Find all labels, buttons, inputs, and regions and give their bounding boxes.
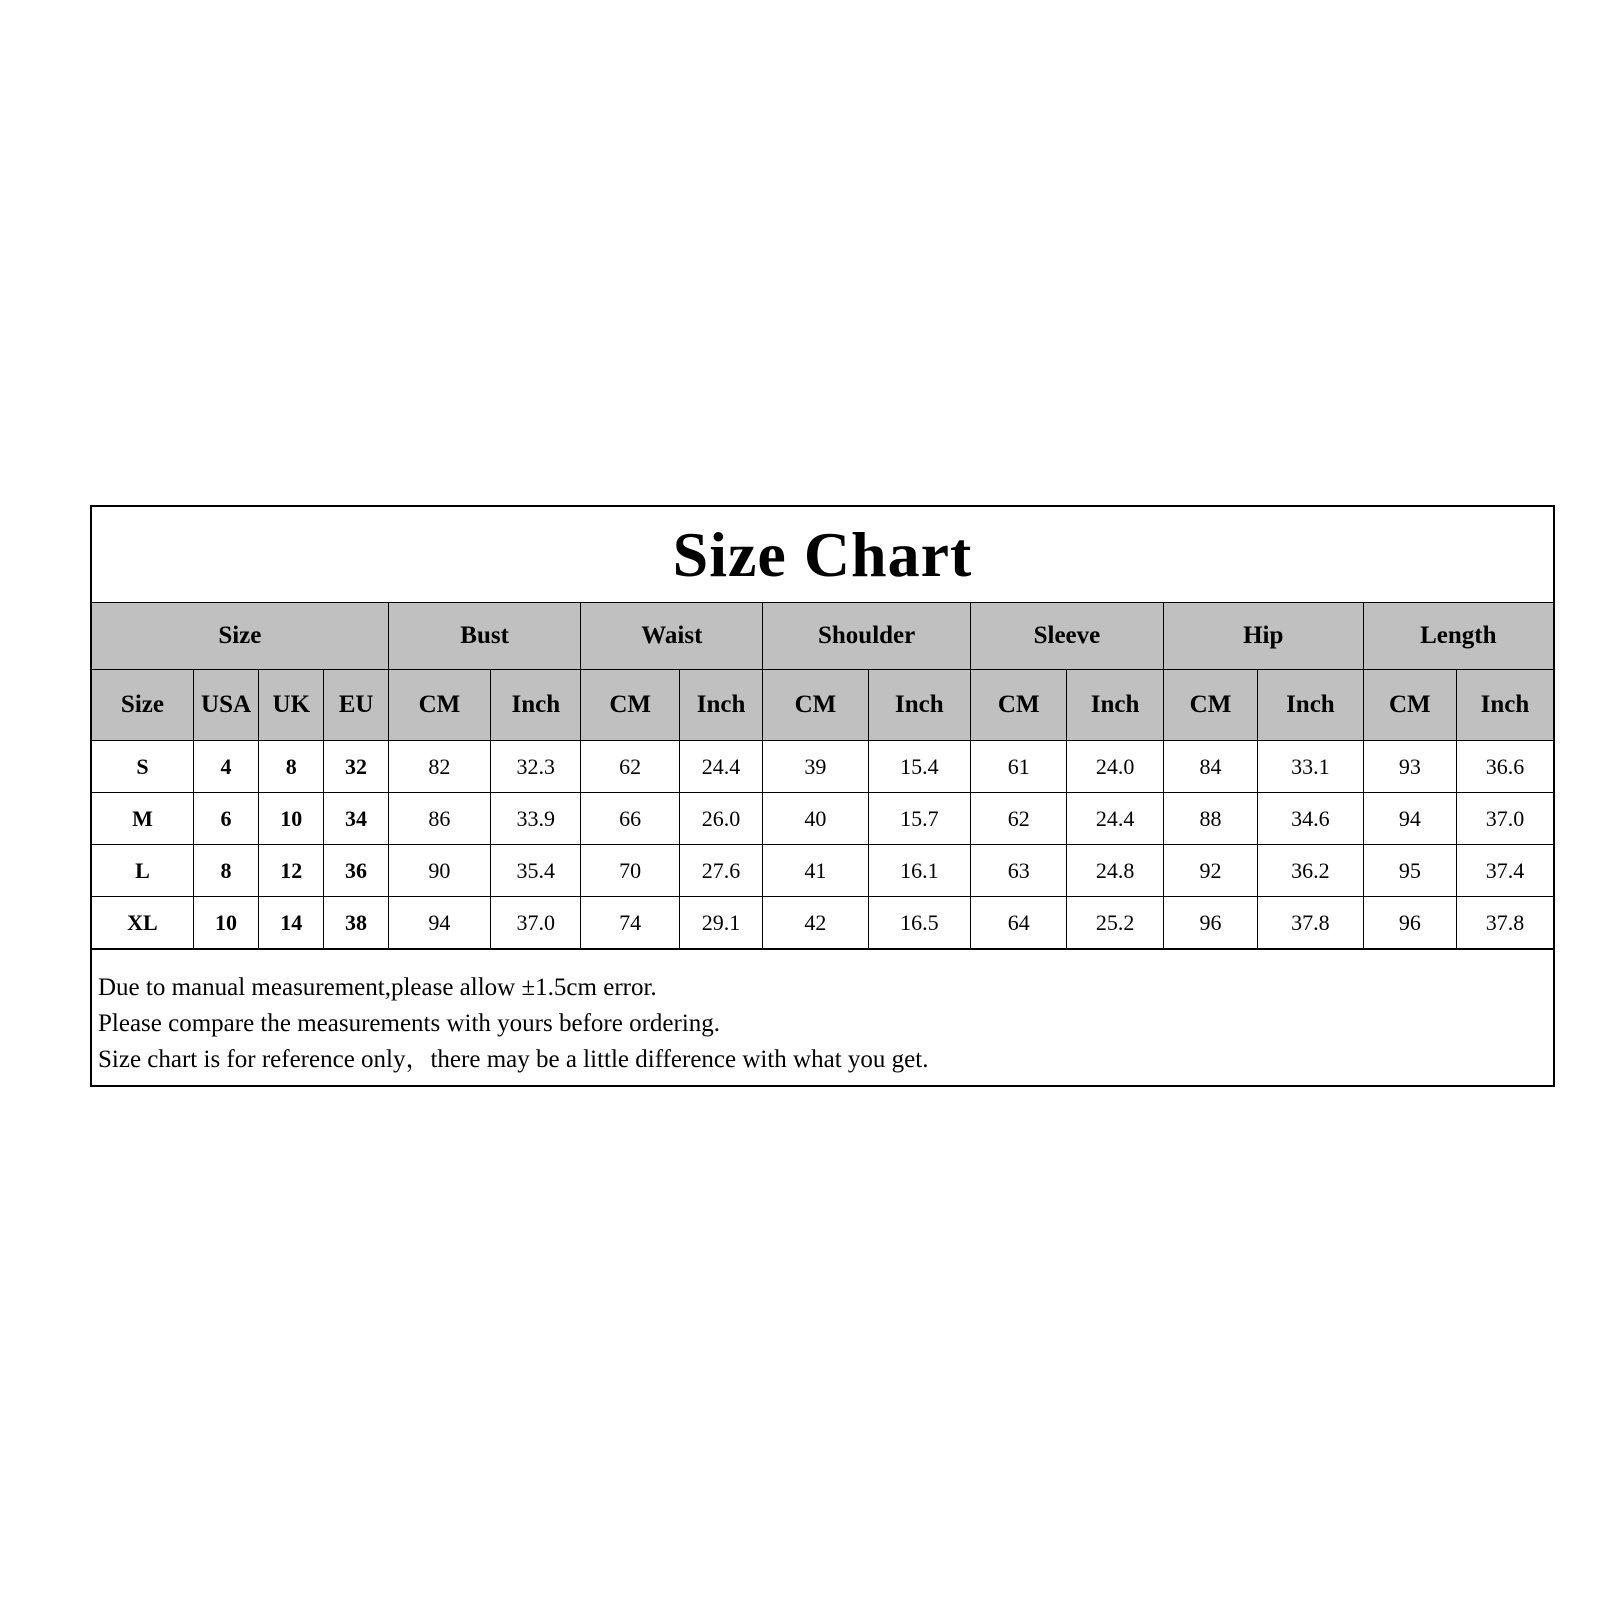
table-cell: 15.7: [868, 793, 970, 845]
table-cell: 62: [581, 741, 679, 793]
note-line: Size chart is for reference only，there may be a little difference with what you get.: [98, 1046, 929, 1073]
unit-header: Inch: [1258, 670, 1363, 741]
unit-header: Inch: [491, 670, 581, 741]
table-cell: 41: [763, 845, 868, 897]
table-cell: 6: [193, 793, 258, 845]
table-cell: 82: [388, 741, 490, 793]
size-chart: [90, 505, 1555, 1087]
table-cell: 25.2: [1067, 897, 1163, 949]
unit-header: UK: [259, 670, 324, 741]
table-cell: 8: [193, 845, 258, 897]
table-cell: 92: [1163, 845, 1257, 897]
table-cell: XL: [92, 897, 193, 949]
table-cell: 34.6: [1258, 793, 1363, 845]
table-cell: 36.6: [1457, 741, 1554, 793]
table-cell: M: [92, 793, 193, 845]
group-header-bust: Bust: [388, 603, 581, 670]
unit-header: Inch: [868, 670, 970, 741]
size-table: [92, 603, 1553, 949]
table-cell: 36: [324, 845, 388, 897]
table-cell: 32: [324, 741, 388, 793]
unit-header: Size: [92, 670, 193, 741]
table-cell: 29.1: [679, 897, 762, 949]
group-header-length: Length: [1363, 603, 1553, 670]
table-cell: 70: [581, 845, 679, 897]
table-cell: 37.0: [1457, 793, 1554, 845]
group-header-row: [92, 603, 1553, 670]
table-cell: L: [92, 845, 193, 897]
table-cell: 37.8: [1258, 897, 1363, 949]
table-cell: 63: [971, 845, 1067, 897]
table-cell: 10: [259, 793, 324, 845]
unit-header: CM: [1163, 670, 1257, 741]
table-cell: 66: [581, 793, 679, 845]
unit-header: Inch: [679, 670, 762, 741]
group-header-shoulder: Shoulder: [763, 603, 971, 670]
unit-header: USA: [193, 670, 258, 741]
table-cell: 74: [581, 897, 679, 949]
unit-header: EU: [324, 670, 388, 741]
table-cell: 32.3: [491, 741, 581, 793]
table-cell: 16.5: [868, 897, 970, 949]
table-cell: 61: [971, 741, 1067, 793]
group-header-size: Size: [92, 603, 388, 670]
table-cell: 94: [388, 897, 490, 949]
table-cell: 16.1: [868, 845, 970, 897]
table-cell: 94: [1363, 793, 1456, 845]
table-body: [92, 741, 1553, 949]
table-cell: S: [92, 741, 193, 793]
table-cell: 10: [193, 897, 258, 949]
table-cell: 8: [259, 741, 324, 793]
table-cell: 24.8: [1067, 845, 1163, 897]
table-cell: 64: [971, 897, 1067, 949]
table-cell: 37.0: [491, 897, 581, 949]
table-cell: 4: [193, 741, 258, 793]
table-cell: 24.0: [1067, 741, 1163, 793]
unit-header: Inch: [1457, 670, 1554, 741]
table-row: [92, 845, 1553, 897]
table-cell: 39: [763, 741, 868, 793]
group-header-sleeve: Sleeve: [971, 603, 1164, 670]
note-line: Due to manual measurement,please allow ±1.5cm error.: [98, 974, 657, 1001]
group-header-waist: Waist: [581, 603, 763, 670]
unit-header: Inch: [1067, 670, 1163, 741]
table-cell: 33.1: [1258, 741, 1363, 793]
table-cell: 86: [388, 793, 490, 845]
unit-header: CM: [388, 670, 490, 741]
title-row: [92, 507, 1553, 603]
table-cell: 38: [324, 897, 388, 949]
table-cell: 84: [1163, 741, 1257, 793]
table-cell: 93: [1363, 741, 1456, 793]
unit-header: CM: [971, 670, 1067, 741]
table-cell: 88: [1163, 793, 1257, 845]
table-cell: 96: [1163, 897, 1257, 949]
unit-header: CM: [1363, 670, 1456, 741]
unit-header: CM: [581, 670, 679, 741]
table-cell: 24.4: [1067, 793, 1163, 845]
table-cell: 12: [259, 845, 324, 897]
table-cell: 95: [1363, 845, 1456, 897]
table-cell: 34: [324, 793, 388, 845]
table-cell: 40: [763, 793, 868, 845]
group-header-hip: Hip: [1163, 603, 1363, 670]
chart-title: Size Chart: [672, 518, 973, 590]
table-cell: 26.0: [679, 793, 762, 845]
table-cell: 96: [1363, 897, 1456, 949]
table-cell: 24.4: [679, 741, 762, 793]
table-cell: 37.4: [1457, 845, 1554, 897]
table-cell: 15.4: [868, 741, 970, 793]
unit-header-row: [92, 670, 1553, 741]
table-cell: 36.2: [1258, 845, 1363, 897]
table-cell: 90: [388, 845, 490, 897]
table-cell: 35.4: [491, 845, 581, 897]
table-cell: 42: [763, 897, 868, 949]
table-cell: 27.6: [679, 845, 762, 897]
table-cell: 33.9: [491, 793, 581, 845]
table-cell: 37.8: [1457, 897, 1554, 949]
note-line: Please compare the measurements with yours before ordering.: [98, 1010, 721, 1037]
table-row: [92, 897, 1553, 949]
table-cell: 62: [971, 793, 1067, 845]
unit-header: CM: [763, 670, 868, 741]
notes: [92, 949, 1553, 1078]
table-cell: 14: [259, 897, 324, 949]
table-row: [92, 741, 1553, 793]
table-row: [92, 793, 1553, 845]
